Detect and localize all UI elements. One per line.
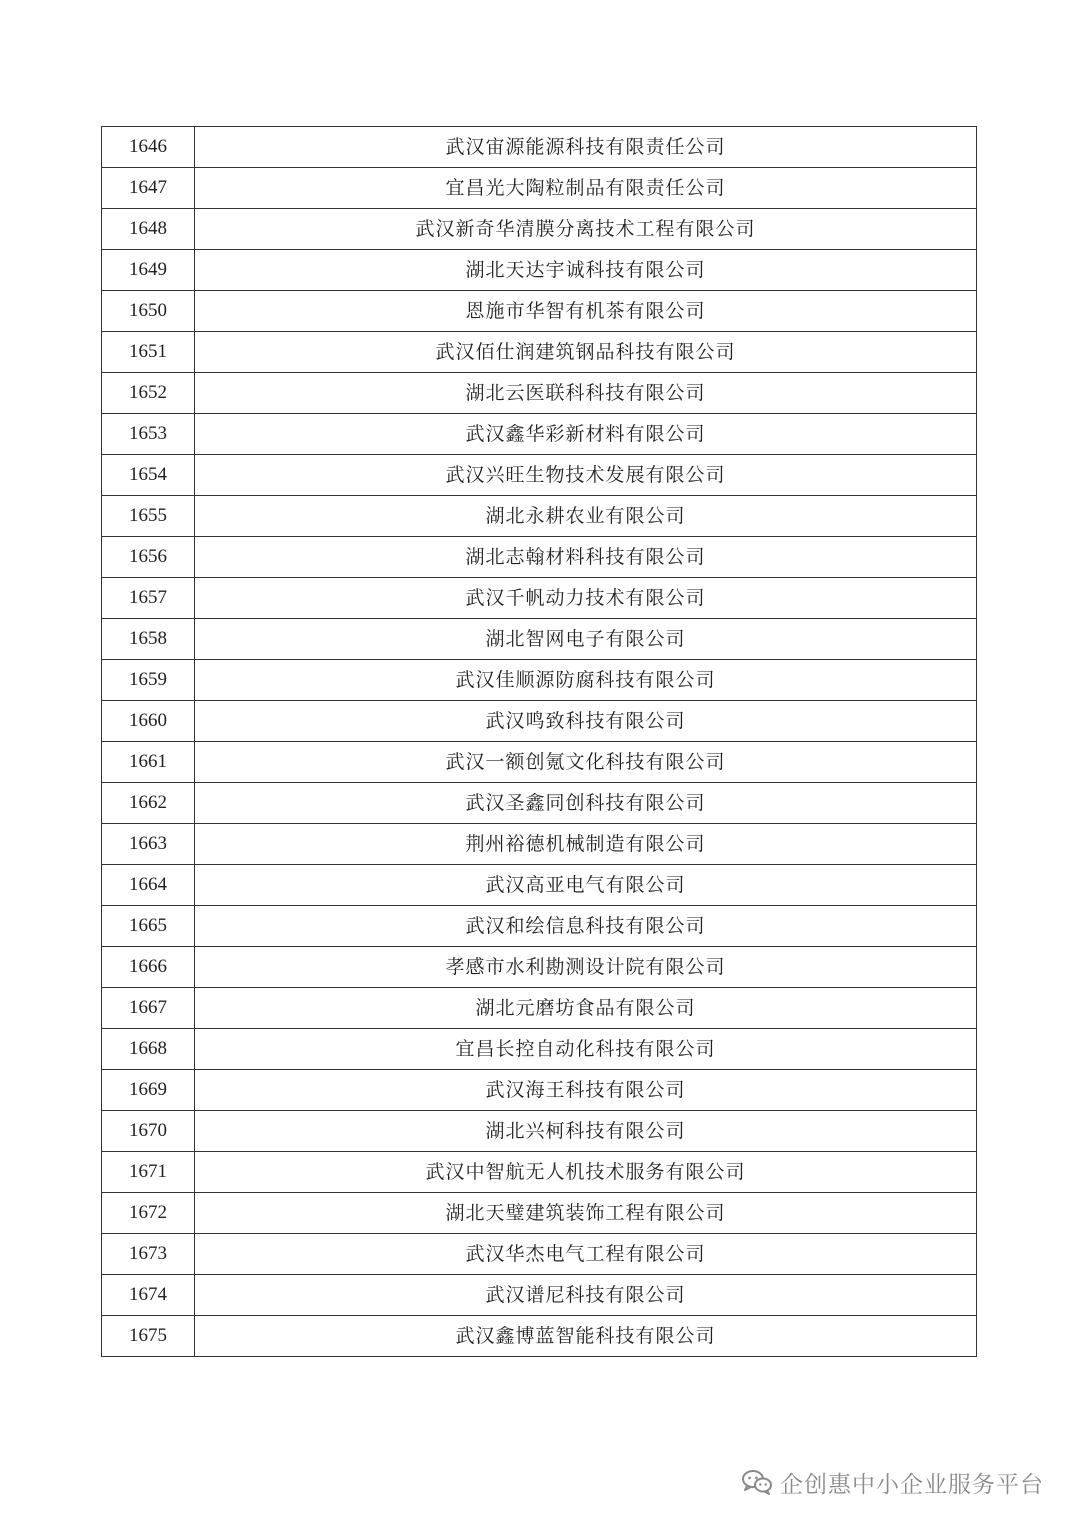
- table-row: [102, 1111, 977, 1152]
- table-row: [102, 1070, 977, 1111]
- row-number-cell: 1670: [102, 1111, 195, 1152]
- row-number-cell: 1655: [102, 496, 195, 537]
- table-row: [102, 332, 977, 373]
- table-row: [102, 414, 977, 455]
- row-number-cell: 1646: [102, 127, 195, 168]
- row-number-cell: 1658: [102, 619, 195, 660]
- table-row: [102, 660, 977, 701]
- company-name-cell: 湖北天璧建筑装饰工程有限公司: [195, 1193, 977, 1234]
- company-name-cell: 武汉一额创氪文化科技有限公司: [195, 742, 977, 783]
- company-name-cell: 武汉千帆动力技术有限公司: [195, 578, 977, 619]
- company-name-cell: 湖北智网电子有限公司: [195, 619, 977, 660]
- row-number-cell: 1663: [102, 824, 195, 865]
- table-row: [102, 619, 977, 660]
- row-number-cell: 1669: [102, 1070, 195, 1111]
- table-row: [102, 742, 977, 783]
- company-name-cell: 湖北永耕农业有限公司: [195, 496, 977, 537]
- watermark-text: 企创惠中小企业服务平台: [780, 1471, 1044, 1498]
- row-number-cell: 1665: [102, 906, 195, 947]
- company-name-cell: 武汉宙源能源科技有限责任公司: [195, 127, 977, 168]
- company-name-cell: 武汉谱尼科技有限公司: [195, 1275, 977, 1316]
- company-name-cell: 湖北天达宇诚科技有限公司: [195, 250, 977, 291]
- table-row: [102, 373, 977, 414]
- company-name-cell: 恩施市华智有机茶有限公司: [195, 291, 977, 332]
- company-list-body: [102, 127, 977, 1357]
- company-name-cell: 武汉鸣致科技有限公司: [195, 701, 977, 742]
- company-name-cell: 孝感市水利勘测设计院有限公司: [195, 947, 977, 988]
- table-row: [102, 988, 977, 1029]
- row-number-cell: 1666: [102, 947, 195, 988]
- row-number-cell: 1668: [102, 1029, 195, 1070]
- wechat-icon: [742, 1469, 772, 1495]
- table-row: [102, 701, 977, 742]
- company-name-cell: 宜昌光大陶粒制品有限责任公司: [195, 168, 977, 209]
- company-name-cell: 荆州裕德机械制造有限公司: [195, 824, 977, 865]
- table-row: [102, 1234, 977, 1275]
- company-name-cell: 武汉兴旺生物技术发展有限公司: [195, 455, 977, 496]
- row-number-cell: 1673: [102, 1234, 195, 1275]
- table-row: [102, 455, 977, 496]
- row-number-cell: 1657: [102, 578, 195, 619]
- row-number-cell: 1656: [102, 537, 195, 578]
- row-number-cell: 1650: [102, 291, 195, 332]
- row-number-cell: 1660: [102, 701, 195, 742]
- company-name-cell: 武汉鑫博蓝智能科技有限公司: [195, 1316, 977, 1357]
- table-row: [102, 906, 977, 947]
- table-row: [102, 291, 977, 332]
- company-name-cell: 湖北志翰材料科技有限公司: [195, 537, 977, 578]
- company-name-cell: 湖北云医联科科技有限公司: [195, 373, 977, 414]
- table-row: [102, 1193, 977, 1234]
- company-name-cell: 宜昌长控自动化科技有限公司: [195, 1029, 977, 1070]
- table-row: [102, 250, 977, 291]
- company-list-table: [101, 126, 977, 1357]
- company-name-cell: 武汉高亚电气有限公司: [195, 865, 977, 906]
- table-row: [102, 1152, 977, 1193]
- row-number-cell: 1654: [102, 455, 195, 496]
- watermark: [742, 1462, 1044, 1502]
- row-number-cell: 1653: [102, 414, 195, 455]
- table-row: [102, 578, 977, 619]
- table-row: [102, 537, 977, 578]
- company-name-cell: 武汉鑫华彩新材料有限公司: [195, 414, 977, 455]
- table-row: [102, 865, 977, 906]
- table-row: [102, 1316, 977, 1357]
- row-number-cell: 1649: [102, 250, 195, 291]
- company-name-cell: 武汉中智航无人机技术服务有限公司: [195, 1152, 977, 1193]
- row-number-cell: 1648: [102, 209, 195, 250]
- table-row: [102, 496, 977, 537]
- company-name-cell: 武汉和绘信息科技有限公司: [195, 906, 977, 947]
- row-number-cell: 1661: [102, 742, 195, 783]
- row-number-cell: 1664: [102, 865, 195, 906]
- company-name-cell: 湖北兴柯科技有限公司: [195, 1111, 977, 1152]
- row-number-cell: 1647: [102, 168, 195, 209]
- table-row: [102, 783, 977, 824]
- row-number-cell: 1659: [102, 660, 195, 701]
- row-number-cell: 1674: [102, 1275, 195, 1316]
- row-number-cell: 1651: [102, 332, 195, 373]
- table-row: [102, 168, 977, 209]
- row-number-cell: 1652: [102, 373, 195, 414]
- table-row: [102, 1275, 977, 1316]
- table-row: [102, 1029, 977, 1070]
- row-number-cell: 1662: [102, 783, 195, 824]
- row-number-cell: 1667: [102, 988, 195, 1029]
- row-number-cell: 1672: [102, 1193, 195, 1234]
- company-name-cell: 武汉海王科技有限公司: [195, 1070, 977, 1111]
- company-name-cell: 湖北元磨坊食品有限公司: [195, 988, 977, 1029]
- row-number-cell: 1675: [102, 1316, 195, 1357]
- table-row: [102, 127, 977, 168]
- company-name-cell: 武汉新奇华清膜分离技术工程有限公司: [195, 209, 977, 250]
- company-name-cell: 武汉佰仕润建筑钢品科技有限公司: [195, 332, 977, 373]
- table-row: [102, 209, 977, 250]
- company-name-cell: 武汉华杰电气工程有限公司: [195, 1234, 977, 1275]
- table-row: [102, 947, 977, 988]
- company-name-cell: 武汉圣鑫同创科技有限公司: [195, 783, 977, 824]
- table-row: [102, 824, 977, 865]
- row-number-cell: 1671: [102, 1152, 195, 1193]
- company-name-cell: 武汉佳顺源防腐科技有限公司: [195, 660, 977, 701]
